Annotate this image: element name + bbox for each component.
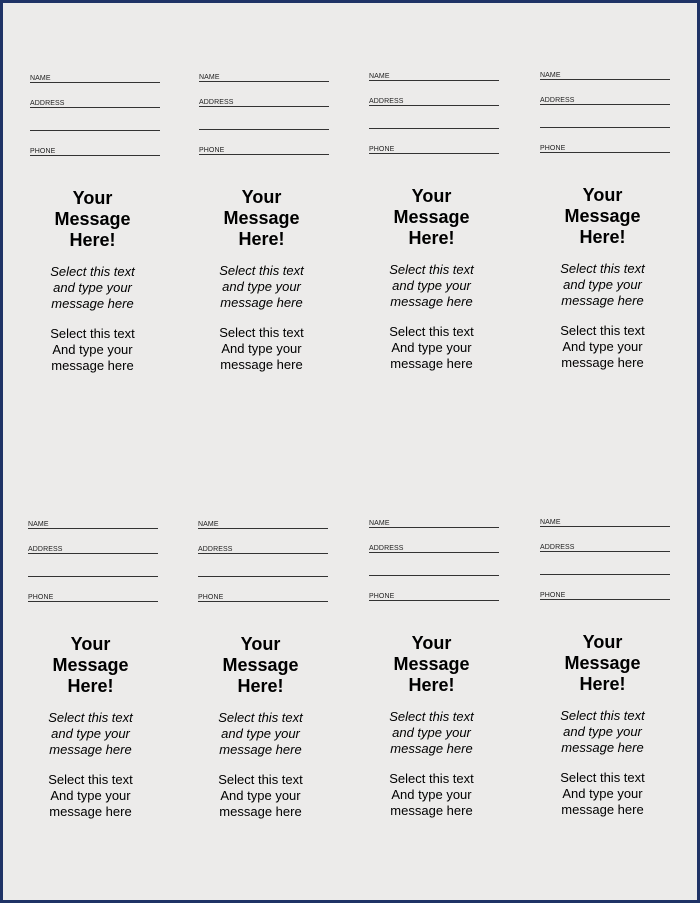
headline[interactable]: Your Message Here!: [54, 188, 131, 250]
name-label: NAME: [369, 73, 390, 80]
ticket-4[interactable]: [540, 69, 690, 370]
headline[interactable]: Your Message Here!: [222, 634, 299, 696]
ticket-5[interactable]: [28, 518, 178, 819]
name-label: NAME: [199, 74, 220, 81]
address-line-2-field[interactable]: [369, 118, 499, 129]
name-label: NAME: [28, 521, 49, 528]
italic-message[interactable]: Select this text and type your message here: [560, 261, 645, 308]
address-field[interactable]: [30, 97, 160, 108]
headline[interactable]: Your Message Here!: [564, 185, 641, 247]
italic-message[interactable]: Select this text and type your message here: [48, 710, 133, 757]
phone-label: PHONE: [540, 145, 566, 152]
address-line-2-field[interactable]: [369, 565, 499, 576]
phone-field[interactable]: [28, 591, 158, 602]
ticket-3[interactable]: [369, 70, 519, 371]
name-field[interactable]: [199, 71, 329, 82]
address-label: ADDRESS: [540, 544, 575, 551]
name-field[interactable]: [28, 518, 158, 529]
address-line-2-field[interactable]: [28, 566, 158, 577]
address-label: ADDRESS: [28, 546, 63, 553]
italic-message[interactable]: Select this text and type your message here: [219, 263, 304, 310]
phone-field[interactable]: [369, 143, 499, 154]
name-label: NAME: [198, 521, 219, 528]
address-line-2-field[interactable]: [199, 119, 329, 130]
address-line-2-field[interactable]: [540, 117, 670, 128]
name-field[interactable]: [369, 70, 499, 81]
phone-label: PHONE: [30, 148, 56, 155]
phone-label: PHONE: [369, 593, 395, 600]
address-label: ADDRESS: [198, 546, 233, 553]
headline[interactable]: Your Message Here!: [564, 632, 641, 694]
ticket-6[interactable]: [198, 518, 348, 819]
address-field[interactable]: [540, 94, 670, 105]
address-field[interactable]: [369, 542, 499, 553]
italic-message[interactable]: Select this text and type your message here: [389, 709, 474, 756]
phone-label: PHONE: [199, 147, 225, 154]
contact-fields: [28, 518, 178, 618]
address-field[interactable]: [540, 541, 670, 552]
ticket-1[interactable]: [30, 72, 180, 373]
contact-fields: [369, 70, 519, 170]
phone-field[interactable]: [540, 589, 670, 600]
phone-label: PHONE: [369, 146, 395, 153]
contact-fields: [540, 69, 690, 169]
address-line-2-field[interactable]: [198, 566, 328, 577]
contact-fields: [199, 71, 349, 171]
name-label: NAME: [369, 520, 390, 527]
address-label: ADDRESS: [30, 100, 65, 107]
plain-message[interactable]: Select this text And type your message here: [219, 325, 304, 372]
address-line-2-field[interactable]: [540, 564, 670, 575]
plain-message[interactable]: Select this text And type your message here: [389, 771, 474, 818]
phone-label: PHONE: [28, 594, 54, 601]
name-label: NAME: [30, 75, 51, 82]
name-field[interactable]: [369, 517, 499, 528]
label-sheet: [3, 3, 697, 900]
address-line-2-field[interactable]: [30, 120, 160, 131]
name-field[interactable]: [540, 69, 670, 80]
ticket-7[interactable]: [369, 517, 519, 818]
ticket-8[interactable]: [540, 516, 690, 817]
headline[interactable]: Your Message Here!: [393, 633, 470, 695]
italic-message[interactable]: Select this text and type your message here: [218, 710, 303, 757]
contact-fields: [30, 72, 180, 172]
phone-label: PHONE: [198, 594, 224, 601]
plain-message[interactable]: Select this text And type your message here: [48, 772, 133, 819]
address-field[interactable]: [369, 95, 499, 106]
plain-message[interactable]: Select this text And type your message here: [218, 772, 303, 819]
name-label: NAME: [540, 72, 561, 79]
address-label: ADDRESS: [540, 97, 575, 104]
headline[interactable]: Your Message Here!: [393, 186, 470, 248]
address-field[interactable]: [199, 96, 329, 107]
address-label: ADDRESS: [199, 99, 234, 106]
address-label: ADDRESS: [369, 98, 404, 105]
phone-field[interactable]: [369, 590, 499, 601]
name-field[interactable]: [30, 72, 160, 83]
italic-message[interactable]: Select this text and type your message here: [389, 262, 474, 309]
phone-label: PHONE: [540, 592, 566, 599]
headline[interactable]: Your Message Here!: [52, 634, 129, 696]
name-field[interactable]: [198, 518, 328, 529]
address-label: ADDRESS: [369, 545, 404, 552]
phone-field[interactable]: [540, 142, 670, 153]
contact-fields: [369, 517, 519, 617]
headline[interactable]: Your Message Here!: [223, 187, 300, 249]
name-field[interactable]: [540, 516, 670, 527]
plain-message[interactable]: Select this text And type your message here: [389, 324, 474, 371]
ticket-2[interactable]: [199, 71, 349, 372]
phone-field[interactable]: [30, 145, 160, 156]
italic-message[interactable]: Select this text and type your message here: [50, 264, 135, 311]
plain-message[interactable]: Select this text And type your message here: [560, 323, 645, 370]
address-field[interactable]: [198, 543, 328, 554]
phone-field[interactable]: [198, 591, 328, 602]
contact-fields: [540, 516, 690, 616]
phone-field[interactable]: [199, 144, 329, 155]
plain-message[interactable]: Select this text And type your message here: [560, 770, 645, 817]
plain-message[interactable]: Select this text And type your message here: [50, 326, 135, 373]
contact-fields: [198, 518, 348, 618]
name-label: NAME: [540, 519, 561, 526]
address-field[interactable]: [28, 543, 158, 554]
italic-message[interactable]: Select this text and type your message here: [560, 708, 645, 755]
